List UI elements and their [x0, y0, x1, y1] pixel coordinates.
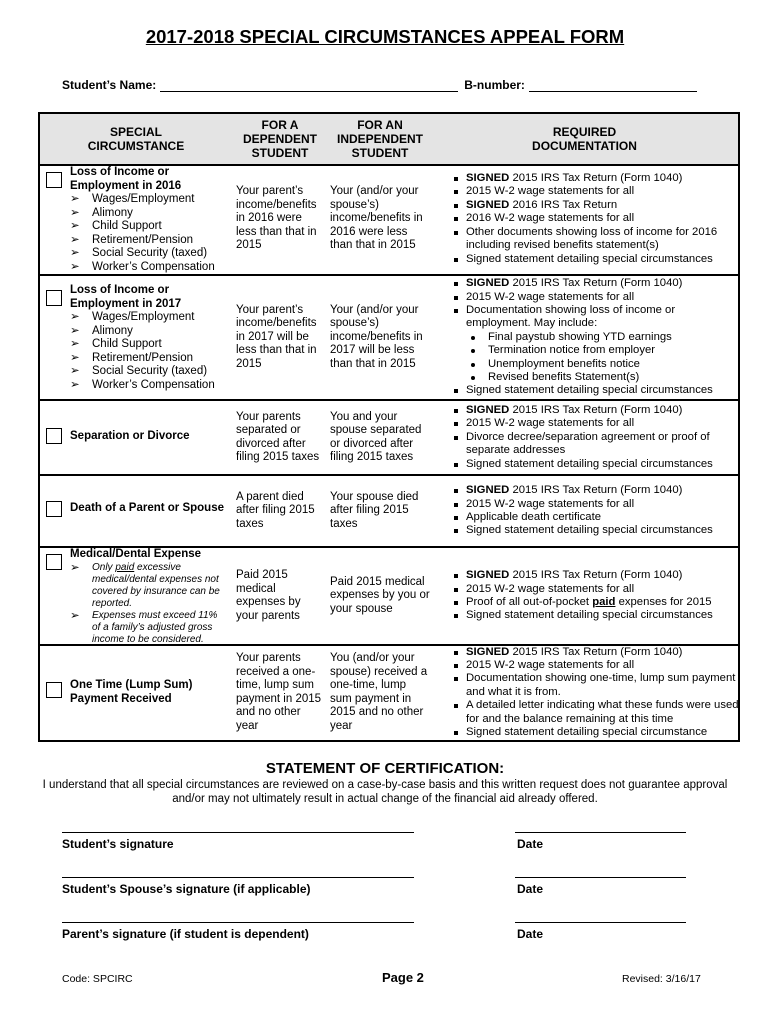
doc-item: 2016 W-2 wage statements for all	[452, 212, 740, 225]
dependent-cell: Your parent’s income/benefits in 2016 were less than that in 2015	[236, 185, 317, 252]
doc-item: Documentation showing one-time, lump sum payment and what it is from.	[452, 672, 740, 699]
circumstance-title: Separation or Divorce	[70, 430, 190, 442]
student-name-field[interactable]	[160, 79, 458, 92]
documentation-cell	[452, 646, 740, 739]
doc-subitem: Revised benefits Statement(s)	[452, 371, 740, 384]
doc-item: Signed statement detailing special circumstances	[452, 524, 713, 537]
doc-item: Signed statement detailing special circumstances	[452, 458, 740, 471]
independent-cell: You (and/or your spouse) received a one-time, lump sum payment in 2015 and no other year	[330, 652, 428, 732]
student-signature-label: Student’s signature	[62, 837, 174, 851]
student-info-line	[62, 78, 697, 92]
lump-sum-checkbox[interactable]	[46, 682, 62, 698]
header-required-documentation: REQUIRED DOCUMENTATION	[532, 125, 637, 153]
independent-cell: Paid 2015 medical expenses by you or your spouse	[330, 575, 430, 615]
documentation-cell	[452, 401, 740, 474]
spouse-signature-line[interactable]	[62, 877, 414, 878]
doc-item: 2015 W-2 wage statements for all	[452, 659, 740, 672]
doc-item: Signed statement detailing special circumstances	[452, 384, 740, 397]
dependent-cell: Your parent’s income/benefits in 2017 will be less than that in 2015	[236, 303, 317, 370]
form-code: Code: SPCIRC	[62, 973, 133, 985]
circumstance-cell	[40, 476, 232, 546]
table-row-loss-2017	[40, 276, 738, 401]
documentation-cell	[452, 476, 740, 546]
doc-item: 2015 W-2 wage statements for all	[452, 498, 713, 511]
parent-signature-label: Parent’s signature (if student is dependent)	[62, 927, 309, 941]
student-signature-line[interactable]	[62, 832, 414, 833]
doc-subitem: Unemployment benefits notice	[452, 358, 740, 371]
doc-item: SIGNED 2015 IRS Tax Return (Form 1040)	[452, 277, 740, 290]
doc-item: Divorce decree/separation agreement or proof of separate addresses	[452, 431, 740, 458]
spouse-date-label: Date	[517, 882, 544, 896]
table-header	[40, 114, 738, 166]
medical-checkbox[interactable]	[46, 554, 62, 570]
circumstance-title: Death of a Parent or Spouse	[70, 502, 225, 514]
doc-item: 2015 W-2 wage statements for all	[452, 417, 740, 430]
doc-item: SIGNED 2015 IRS Tax Return (Form 1040)	[452, 172, 740, 185]
doc-item: Signed statement detailing special circumstances	[452, 253, 740, 266]
circumstance-text: Loss of Income or Employment in 2016 ➢ Wages/Employment ➢ Alimony ➢ Child Support ➢ Retirement/Pension ➢ Social Security (taxed) ➢ Worker’s Compensation	[70, 166, 215, 273]
bnumber-field[interactable]	[529, 79, 697, 92]
doc-item: Applicable death certificate	[452, 511, 713, 524]
doc-item: Signed statement detailing special circumstance	[452, 726, 740, 739]
independent-cell: Your (and/or your spouse’s) income/benefits in 2017 will be less than that in 2015	[330, 303, 423, 370]
circumstance-cell	[40, 548, 232, 644]
circumstance-cell	[40, 646, 232, 739]
documentation-cell	[452, 164, 740, 274]
table-row-loss-2016	[40, 164, 738, 276]
doc-item: Proof of all out-of-pocket paid expenses for 2015	[452, 596, 713, 609]
table-row-separation	[40, 401, 738, 476]
separation-checkbox[interactable]	[46, 428, 62, 444]
doc-item: SIGNED 2016 IRS Tax Return	[452, 199, 740, 212]
dependent-cell: Your parents separated or divorced after filing 2015 taxes	[236, 410, 320, 463]
doc-item: 2015 W-2 wage statements for all	[452, 185, 740, 198]
doc-item: Other documents showing loss of income for 2016 including revised benefits statement(s)	[452, 226, 740, 253]
documentation-cell	[452, 548, 740, 644]
circumstance-cell	[40, 401, 232, 474]
doc-item: 2015 W-2 wage statements for all	[452, 583, 713, 596]
circumstances-table	[38, 112, 740, 742]
doc-item: SIGNED 2015 IRS Tax Return (Form 1040)	[452, 484, 713, 497]
doc-item: SIGNED 2015 IRS Tax Return (Form 1040)	[452, 404, 740, 417]
table-row-lump-sum	[40, 646, 738, 739]
circumstance-cell	[40, 276, 232, 399]
death-checkbox[interactable]	[46, 501, 62, 517]
circumstance-text: Medical/Dental Expense ➢ Only paid excessive medical/dental expenses not covered by insurance can be reported. ➢ Expenses must exceed 11% of a family’s adjusted gross income to be considered.	[70, 548, 220, 645]
doc-item: SIGNED 2015 IRS Tax Return (Form 1040)	[452, 646, 740, 659]
form-title: 2017-2018 SPECIAL CIRCUMSTANCES APPEAL FORM	[145, 26, 625, 47]
doc-subitem: Termination notice from employer	[452, 344, 740, 357]
bnumber-label: B-number:	[464, 78, 525, 92]
doc-item: SIGNED 2015 IRS Tax Return (Form 1040)	[452, 569, 713, 582]
doc-item: 2015 W-2 wage statements for all	[452, 291, 740, 304]
independent-cell: Your (and/or your spouse’s) income/benefits in 2016 were less than that in 2015	[330, 185, 423, 252]
circumstance-text: Loss of Income or Employment in 2017 ➢ Wages/Employment ➢ Alimony ➢ Child Support ➢ Retirement/Pension ➢ Social Security (taxed) ➢ Worker’s Compensation	[70, 284, 215, 391]
header-independent-student: FOR AN INDEPENDENT STUDENT	[336, 118, 423, 160]
dependent-cell: Paid 2015 medical expenses by your parents	[236, 569, 301, 622]
dependent-cell: Your parents received a one-time, lump sum payment in 2015 and no other year	[236, 652, 322, 732]
header-dependent-student: FOR A DEPENDENT STUDENT	[242, 118, 317, 160]
student-name-label: Student’s Name:	[62, 78, 157, 92]
circumstance-cell	[40, 164, 232, 274]
header-special-circumstance: SPECIAL CIRCUMSTANCE	[87, 125, 185, 153]
doc-item: A detailed letter indicating what these funds were used for and the balance remaining at this time	[452, 699, 740, 726]
dependent-cell: A parent died after filing 2015 taxes	[236, 490, 315, 530]
spouse-date-line[interactable]	[515, 877, 686, 878]
table-row-death	[40, 476, 738, 548]
student-date-label: Date	[517, 837, 544, 851]
spouse-signature-label: Student’s Spouse’s signature (if applicable)	[62, 882, 311, 896]
independent-cell: Your spouse died after filing 2015 taxes	[330, 490, 419, 530]
doc-item: Documentation showing loss of income or employment. May include:	[452, 304, 740, 331]
parent-signature-line[interactable]	[62, 922, 414, 923]
page-number: Page 2	[382, 970, 424, 985]
doc-item: Signed statement detailing special circumstances	[452, 609, 713, 622]
parent-date-line[interactable]	[515, 922, 686, 923]
parent-date-label: Date	[517, 927, 544, 941]
doc-subitem: Final paystub showing YTD earnings	[452, 331, 740, 344]
table-row-medical	[40, 548, 738, 646]
loss-2016-checkbox[interactable]	[46, 172, 62, 188]
documentation-cell	[452, 276, 740, 399]
independent-cell: You and your spouse separated or divorced after filing 2015 taxes	[330, 410, 422, 463]
circumstance-text: One Time (Lump Sum) Payment Received	[70, 679, 193, 705]
revised-date: Revised: 3/16/17	[622, 973, 701, 985]
certification-title: STATEMENT OF CERTIFICATION:	[265, 760, 505, 777]
certification-text: I understand that all special circumstances are reviewed on a case-by-case basis and this written request does not guarantee approval and/or may not ultimately result in actual change of the financial aid already offered.	[42, 779, 728, 805]
student-date-line[interactable]	[515, 832, 686, 833]
loss-2017-checkbox[interactable]	[46, 290, 62, 306]
